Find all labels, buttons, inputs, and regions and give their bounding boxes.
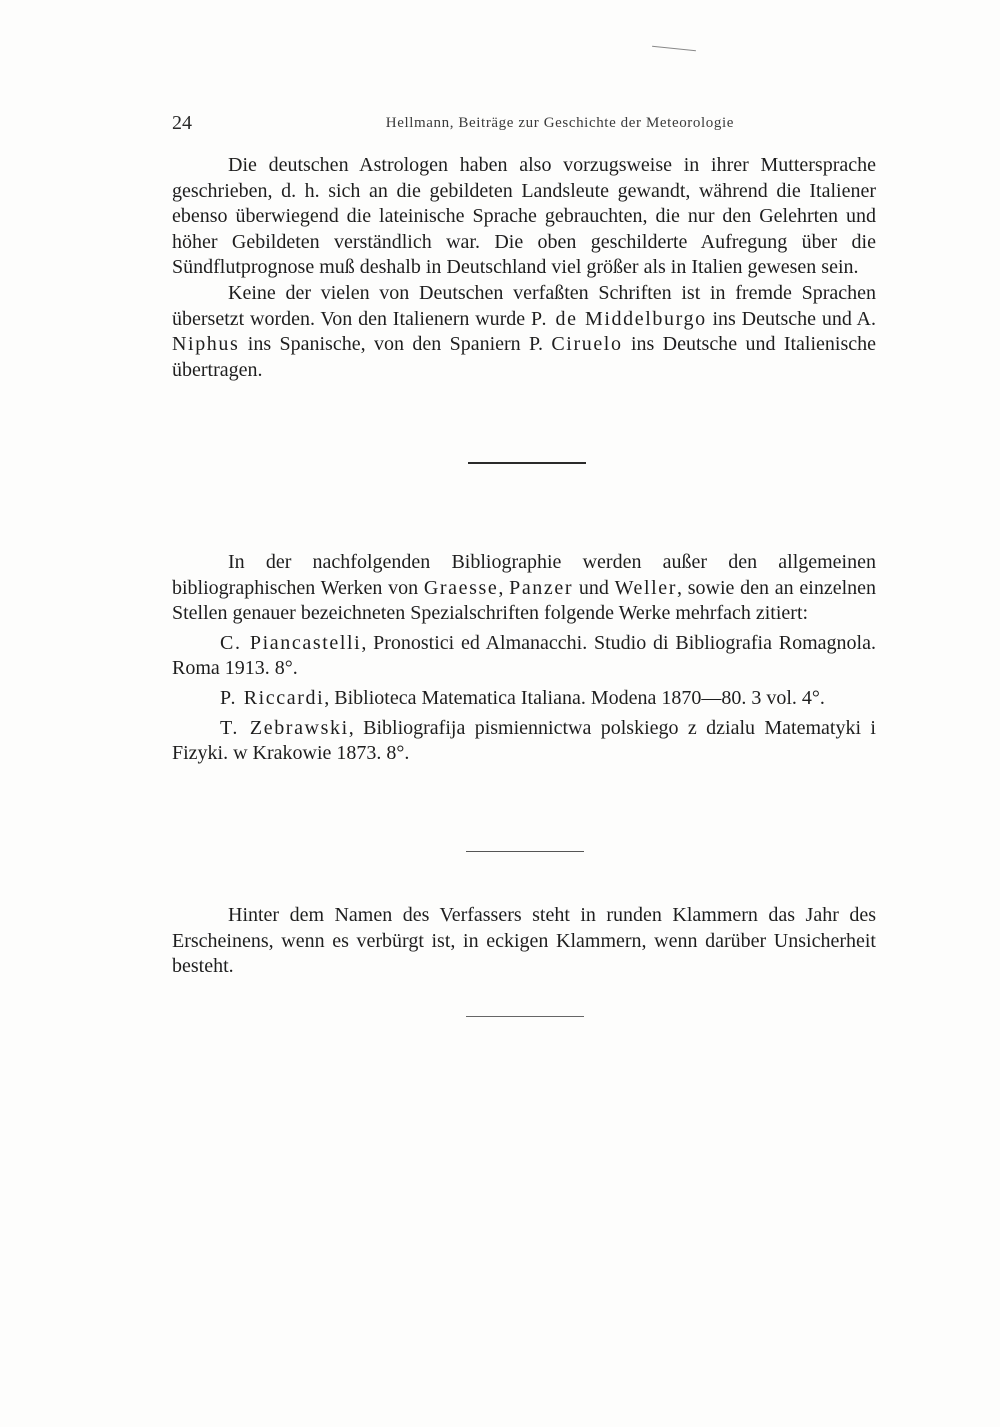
text-segment: Keine der vielen von Deutschen verfaßten Schriften ist in fremde Sprachen übersetzt worden. Von den Italienern wurde bbox=[172, 281, 876, 330]
paragraph-notation: Hinter dem Namen des Verfassers steht in runden Klammern das Jahr des Erscheinens, wenn es verbürgt ist, in eckigen Klammern, wenn darüber Unsicherheit besteht. bbox=[172, 904, 876, 978]
reference-item bbox=[172, 631, 876, 682]
reference-author: P. Riccardi bbox=[220, 686, 325, 709]
text-segment: In der nachfolgenden Bibliographie werden außer den allgemeinen bibliographischen Werken von bbox=[172, 551, 876, 599]
reference-author: C. Piancastelli bbox=[220, 631, 362, 654]
page-number: 24 bbox=[172, 112, 192, 134]
paragraph-bibliography-intro bbox=[172, 550, 876, 627]
reference-details: , Bibliografija pismiennictwa polskiego z dzialu Matematyki i Fizyki. w Krakowie 1873. 8°. bbox=[172, 716, 876, 765]
author-name: Graesse bbox=[423, 576, 499, 599]
text-segment: ins Spanische, von den Spaniern P. bbox=[239, 333, 552, 356]
page-header bbox=[172, 112, 734, 140]
reference-item bbox=[172, 686, 876, 712]
text-segment: ins Deutsche und A. bbox=[706, 307, 876, 330]
section-translation-note bbox=[172, 153, 876, 383]
reference-details: , Pronostici ed Almanacchi. Studio di Bibliografia Romagnola. Roma 1913. 8°. bbox=[172, 631, 876, 680]
section-divider bbox=[468, 462, 586, 464]
text-segment: , sowie den an einzelnen Stellen genauer bezeichneten Spezialschriften folgende Werke mehrfach zitiert: bbox=[172, 576, 877, 625]
running-head: Hellmann, Beiträge zur Geschichte der Meteorologie bbox=[385, 115, 734, 131]
author-name: Weller bbox=[614, 576, 678, 599]
scan-mark bbox=[652, 46, 696, 52]
author-name: P. de Middelburgo bbox=[531, 307, 707, 330]
author-name: Ciruelo bbox=[551, 333, 623, 356]
section-bibliography-intro bbox=[172, 550, 876, 767]
section-notation-note bbox=[172, 903, 876, 980]
author-name: Panzer bbox=[509, 576, 574, 599]
paragraph-astrologers: Die deutschen Astrologen haben also vorzugsweise in ihrer Muttersprache geschrieben, d. h. sich an die gebildeten Landsleute gewandt, während die Italiener ebenso überwiegend die lateinische Sprache gebrauchten, die nur den Gelehrten und höher Gebildeten verständlich war. Die oben geschilderte Aufregung über die Sündflutprognose muß deshalb in Deutschland viel größer als in Italien gewesen sein. bbox=[172, 154, 876, 279]
section-divider bbox=[466, 1016, 584, 1017]
text-segment: ins Deutsche und Italienische übertragen. bbox=[172, 333, 877, 381]
reference-details: , Biblioteca Matematica Italiana. Modena 1870—80. 3 vol. 4°. bbox=[324, 686, 825, 709]
reference-author: T. Zebrawski bbox=[220, 716, 349, 739]
text-segment: und bbox=[573, 576, 615, 599]
section-divider bbox=[466, 851, 584, 852]
paragraph-translations bbox=[172, 281, 876, 383]
text-segment: , bbox=[498, 576, 510, 599]
reference-item bbox=[172, 716, 876, 767]
author-name: Niphus bbox=[172, 333, 240, 356]
